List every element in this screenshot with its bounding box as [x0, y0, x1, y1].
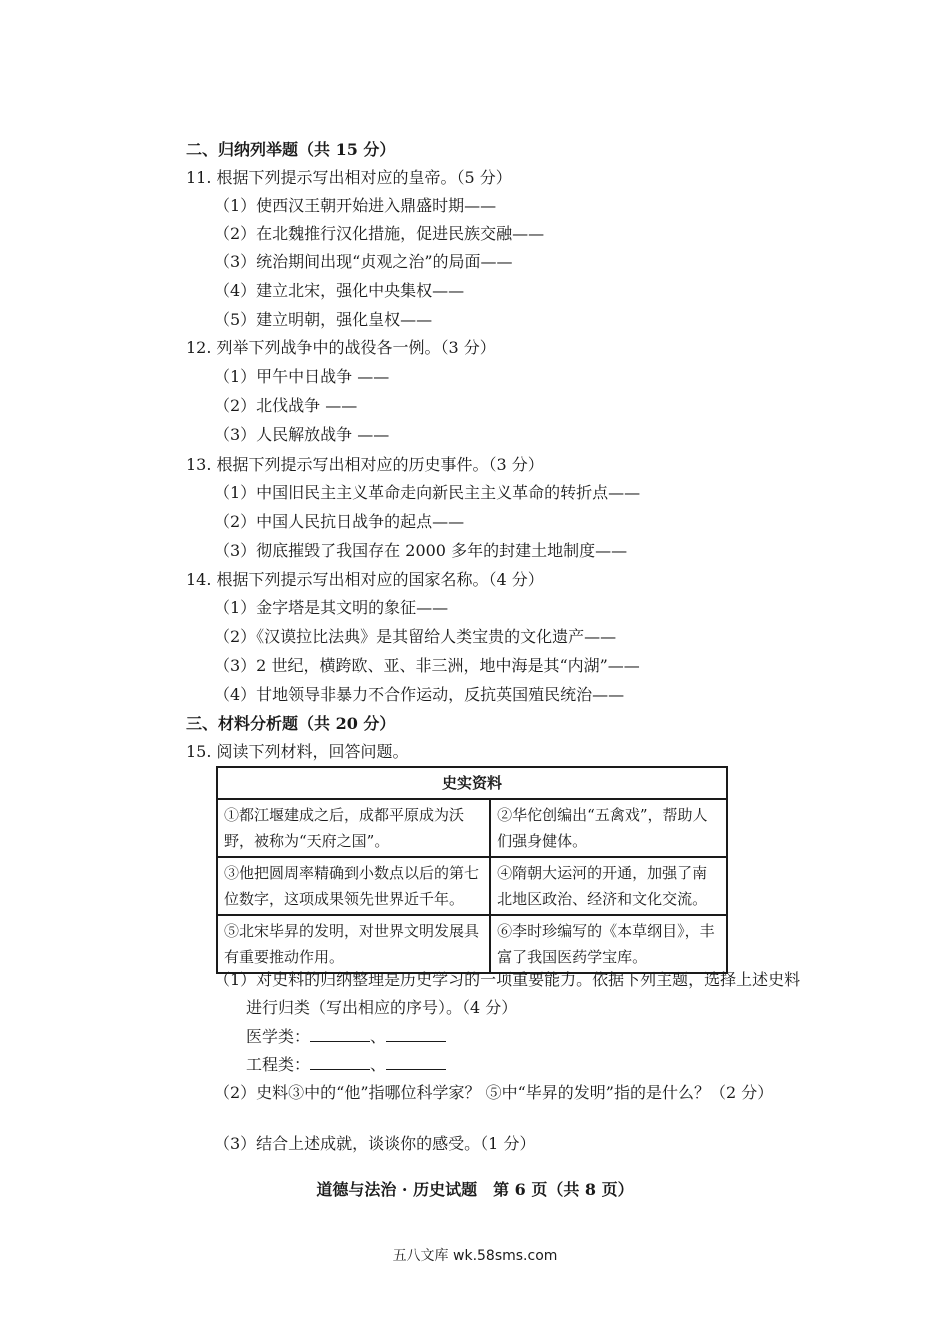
- table-row: [217, 915, 727, 973]
- engineering-row: [246, 1055, 446, 1075]
- table-cell: ④隋朝大运河的开通，加强了南北地区政治、经济和文化交流。: [490, 857, 727, 915]
- question-15-sub-1-cont: 进行归类（写出相应的序号）。（4 分）: [246, 998, 518, 1017]
- medicine-label: 医学类：: [246, 1027, 311, 1046]
- question-12-item: （1）甲午中日战争 ——: [214, 367, 390, 386]
- answer-blank[interactable]: [386, 1055, 446, 1070]
- question-14: 14. 根据下列提示写出相对应的国家名称。（4 分）: [186, 570, 544, 589]
- question-11-item: （4）建立北宋，强化中央集权——: [214, 281, 465, 300]
- answer-blank[interactable]: [386, 1027, 446, 1042]
- question-11-item: （5）建立明朝，强化皇权——: [214, 310, 433, 329]
- question-15-sub-1: （1）对史料的归纳整理是历史学习的一项重要能力。依据下列主题，选择上述史料: [214, 970, 801, 989]
- table-row: [217, 857, 727, 915]
- question-11-item: （3）统治期间出现“贞观之治”的局面——: [214, 252, 513, 271]
- table-cell: ①都江堰建成之后，成都平原成为沃野，被称为“天府之国”。: [217, 799, 490, 857]
- question-14-item: （2）《汉谟拉比法典》是其留给人类宝贵的文化遗产——: [214, 627, 617, 646]
- question-14-item: （3）2 世纪，横跨欧、亚、非三洲，地中海是其“内湖”——: [214, 656, 640, 675]
- table-title: 史实资料: [217, 767, 727, 799]
- question-11: 11. 根据下列提示写出相对应的皇帝。（5 分）: [186, 168, 512, 187]
- question-13: 13. 根据下列提示写出相对应的历史事件。（3 分）: [186, 455, 544, 474]
- historical-materials-table: [216, 766, 728, 974]
- table-row: [217, 799, 727, 857]
- question-11-item: （2）在北魏推行汉化措施，促进民族交融——: [214, 224, 545, 243]
- question-12-item: （2）北伐战争 ——: [214, 396, 358, 415]
- question-13-item: （1）中国旧民主主义革命走向新民主主义革命的转折点——: [214, 483, 641, 502]
- table-cell: ⑥李时珍编写的《本草纲目》，丰富了我国医药学宝库。: [490, 915, 727, 973]
- separator: 、: [370, 1055, 387, 1074]
- question-15: 15. 阅读下列材料，回答问题。: [186, 742, 409, 761]
- page-footer: 道德与法治 · 历史试题 第 6 页（共 8 页）: [316, 1180, 634, 1199]
- question-12-item: （3）人民解放战争 ——: [214, 425, 390, 444]
- engineering-label: 工程类：: [246, 1055, 311, 1074]
- table-cell: ②华佗创编出“五禽戏”，帮助人们强身健体。: [490, 799, 727, 857]
- question-12: 12. 列举下列战争中的战役各一例。（3 分）: [186, 338, 496, 357]
- section-3-heading: 三、材料分析题（共 20 分）: [186, 714, 396, 733]
- table-cell: ③他把圆周率精确到小数点以后的第七位数字，这项成果领先世界近千年。: [217, 857, 490, 915]
- question-11-item: （1）使西汉王朝开始进入鼎盛时期——: [214, 196, 497, 215]
- question-14-item: （4）甘地领导非暴力不合作运动，反抗英国殖民统治——: [214, 685, 625, 704]
- table-cell: ⑤北宋毕昇的发明，对世界文明发展具有重要推动作用。: [217, 915, 490, 973]
- watermark: 五八文库 wk.58sms.com: [392, 1248, 558, 1264]
- question-14-item: （1）金字塔是其文明的象征——: [214, 598, 449, 617]
- medicine-row: [246, 1027, 446, 1047]
- question-13-item: （3）彻底摧毁了我国存在 2000 多年的封建土地制度——: [214, 541, 628, 560]
- separator: 、: [370, 1027, 387, 1046]
- question-15-sub-2: （2）史料③中的“他”指哪位科学家？ ⑤中“毕昇的发明”指的是什么？（2 分）: [214, 1083, 774, 1102]
- question-13-item: （2）中国人民抗日战争的起点——: [214, 512, 465, 531]
- answer-blank[interactable]: [310, 1027, 370, 1042]
- answer-blank[interactable]: [310, 1055, 370, 1070]
- section-2-heading: 二、归纳列举题（共 15 分）: [186, 140, 396, 159]
- question-15-sub-3: （3）结合上述成就，谈谈你的感受。（1 分）: [214, 1134, 536, 1153]
